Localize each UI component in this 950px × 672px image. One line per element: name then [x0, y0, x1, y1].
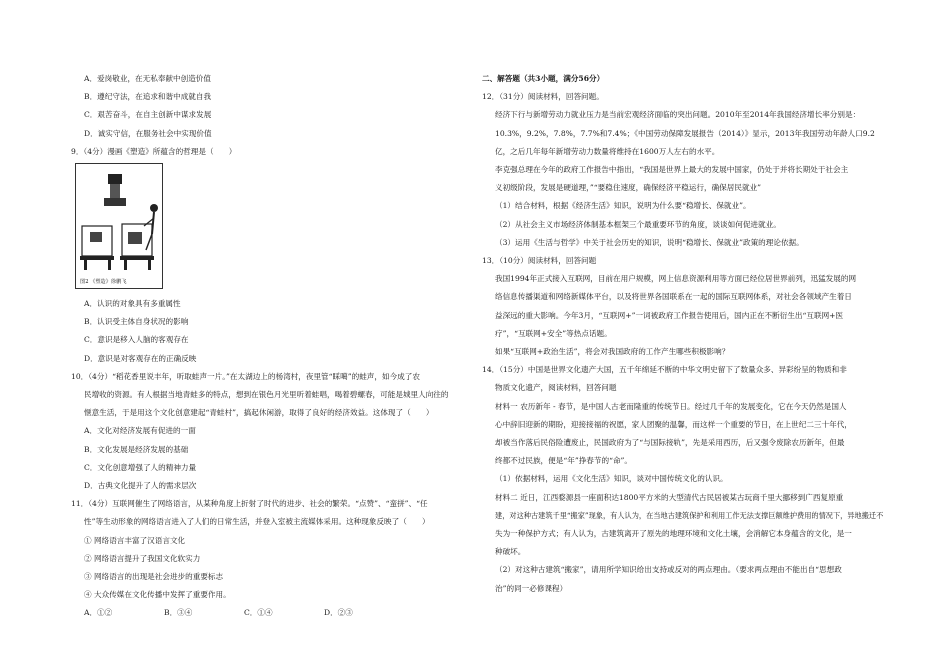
q10-option-a: A．文化对经济发展有促进的一面: [84, 426, 196, 436]
q10-stem-line-1: 10．（4分）“稻花香里说丰年，听取蛙声一片。”在太湖边上的杨湾村，夜里管“睬噶”的蛙声，如今成了农: [71, 371, 420, 381]
q14-stem-line-2: 物质文化遗产，阅读材料，回答问题: [495, 383, 617, 393]
q11-stem-line-1: 11．（4分）互联网催生了网络语言，从某种角度上折射了时代的进步、社会的繁荣。“点赞”、“蛮拼”、“任: [71, 499, 428, 509]
q11-options-row: [71, 604, 471, 622]
q14-question-2-line-1: （2）对这种古建筑“搬家”，请用所学知识给出支持或反对的两点理由。（要求两点理由不能出自“思想政: [495, 565, 842, 575]
section-title: 二、解答题（共3小题，满分56分）: [482, 74, 605, 83]
q9-option-a: A．认识的对象具有多重属性: [84, 299, 181, 309]
right-column: [482, 70, 884, 598]
q12-material-line-2: 10.3%，9.2%，7.8%，7.7%和7.4%；《中国劳动保障发展报告（2014）》显示，2013年我国劳动年龄人口9.2: [495, 128, 875, 138]
q8-option-c: C．艰苦奋斗，在自主创新中谋求发展: [84, 110, 212, 120]
q8-option-a: A．爱岗敬业，在无私奉献中创造价值: [84, 74, 211, 83]
q11-item-1: ① 网络语言丰富了汉语言文化: [84, 535, 186, 545]
q10-stem-line-2: 民增收的资源。有人根据当地青蛙多的特点，想到在银色月光里听着蛙唱，喝着碧螺春，可能是城里人向往的: [84, 390, 449, 400]
q12-material-line-5: 义初级阶段，发展是硬道理，”“要稳住速度，确保经济平稳运行，确保居民就业”: [495, 183, 762, 193]
q13-material-line-1: 我国1994年正式接入互联网，目前在用户规模，网上信息资源利用等方面已经位居世界前列，迅猛发展的网: [495, 274, 857, 284]
q12-question-3: （3）运用《生活与哲学》中关于社会历史的知识，说明“稳增长、保就业”政策的理论依据。: [495, 237, 804, 247]
q9-cartoon-caption: 图2 《塑造》徐鹏飞: [80, 279, 127, 286]
q12-question-2: （2）从社会主义市场经济体制基本框架三个最重要环节的角度，谈谈如何促进就业。: [495, 219, 781, 229]
q14-material-1-line-2: 心中辞旧迎新的期盼，迎接接福的祝愿，家人团聚的温馨，而这样一个重要的节日，在上世纪二三十年代，: [495, 419, 852, 429]
q10-option-d: D．古典文化提升了人的需求层次: [84, 481, 197, 491]
q13-material-line-3: 益深远的重大影响。今年3月，“互联网+”一词被政府工作报告使用后，国内正在不断衍生出“互联网+医: [495, 310, 844, 320]
q11-option-a: A．①②: [84, 608, 113, 618]
q9-option-b: B．认识受主体自身状况的影响: [84, 317, 189, 327]
q11-item-3: ③ 网络语言的出现是社会进步的重要标志: [84, 572, 224, 582]
q14-material-2-line-2: 建，对这种古建筑千里“搬家”现象，有人认为，在当地古建筑保护和利用工作无法支撑巨额维护费用的情况下，异地搬迁不: [495, 510, 884, 520]
q14-question-1: （1）依据材料，运用《文化生活》知识，谈对中国传统文化的认识。: [495, 474, 728, 484]
q12-material-line-4: 李克强总理在今年的政府工作报告中指出，“我国是世界上最大的发展中国家，仍处于并将长期处于社会主: [495, 165, 849, 175]
q11-option-d: D．②③: [324, 608, 353, 618]
q14-stem-line-1: 14．（15分）中国是世界文化遗产大国，五千年绵延不断的中华文明史留下了数量众多、异彩纷呈的物质和非: [482, 365, 847, 375]
q10-stem-line-3: 惬意生活，于是用这个文化创意建起“青蛙村”，搞起休闲游，取得了良好的经济效益。这体现了（ ）: [84, 408, 434, 418]
q10-option-c: C．文化创意增强了人的精神力量: [84, 462, 197, 472]
left-column: [71, 70, 471, 623]
q8-option-d: D．诚实守信，在服务社会中实现价值: [84, 128, 212, 138]
q8-option-b: B．遵纪守法，在追求和谐中成就自我: [84, 92, 212, 102]
q11-option-c: C．①④: [244, 608, 273, 618]
q9-stem: 9．（4分）漫画《塑造》所蕴含的哲理是（ ）: [71, 146, 237, 156]
q11-item-4: ④ 大众传媒在文化传播中发挥了重要作用。: [84, 590, 231, 600]
q9-option-d: D．意识是对客观存在的正确反映: [84, 353, 197, 363]
q13-material-line-4: 疗”，“互联网+安全”等热点话题。: [495, 328, 612, 338]
q12-material-line-1: 经济下行与新增劳动力就业压力是当前宏观经济面临的突出问题。2010年至2014年我国经济增长率分别是：: [495, 110, 861, 120]
q13-material-line-2: 络信息传播渠道和网络新媒体平台，以及将世界各国联系在一起的国际互联网体系，对社会各领域产生着日: [495, 292, 852, 302]
q14-material-1-line-1: 材料一 农历新年 - 春节，是中国人古老而隆重的传统节日。经过几千年的发展变化，它在今天仍然是国人: [495, 401, 847, 411]
cartoon-drawing: [76, 164, 162, 288]
q11-stem-line-2: 性”等生动形象的网络语言进入了人们的日常生活，并登入室被主流媒体采用。这种现象反映了（ ）: [84, 517, 430, 527]
q13-question: 如果“互联网+政治生活”，将会对我国政府的工作产生哪些积极影响？: [495, 347, 730, 357]
q14-material-2-line-4: 种破坏。: [495, 547, 526, 557]
q9-cartoon-image: [75, 163, 163, 289]
q14-material-1-line-3: 却被当作落后民俗险遭废止，民国政府为了“与国际接轨”，先是采用西历，后又强令废除农历新年，但最: [495, 438, 845, 448]
q14-material-1-line-4: 终都不过民族，便是“年”挣春节的“命”。: [495, 456, 633, 466]
q11-option-b: B．③④: [164, 608, 193, 618]
q14-question-2-line-2: 治”的同一必修课程）: [495, 583, 568, 593]
q13-stem: 13．（10分）阅读材料，回答问题: [482, 256, 597, 266]
q12-stem: 12．（31分）阅读材料，回答问题。: [482, 92, 604, 102]
q10-option-b: B．文化发展是经济发展的基础: [84, 444, 189, 454]
q14-material-2-line-1: 材料二 近日，江西婺源县一座面积达1800平方米的大型清代古民居被某古玩商千里大挪移到广西复原重: [495, 492, 844, 502]
q12-material-line-3: 亿，之后几年每年新增劳动力数量将维持在1600万人左右的水平。: [495, 146, 720, 156]
q11-item-2: ② 网络语言提升了我国文化软实力: [84, 553, 201, 563]
q9-option-c: C．意识是移入人脑的客观存在: [84, 335, 189, 345]
q14-material-2-line-3: 失为一种保护方式；有人认为，古建筑离开了原先的地理环境和文化土壤，会消解它本身蕴含的文化，是一: [495, 529, 852, 539]
q12-question-1: （1）结合材料，根据《经济生活》知识，说明为什么要“稳增长、保就业”。: [495, 201, 751, 211]
